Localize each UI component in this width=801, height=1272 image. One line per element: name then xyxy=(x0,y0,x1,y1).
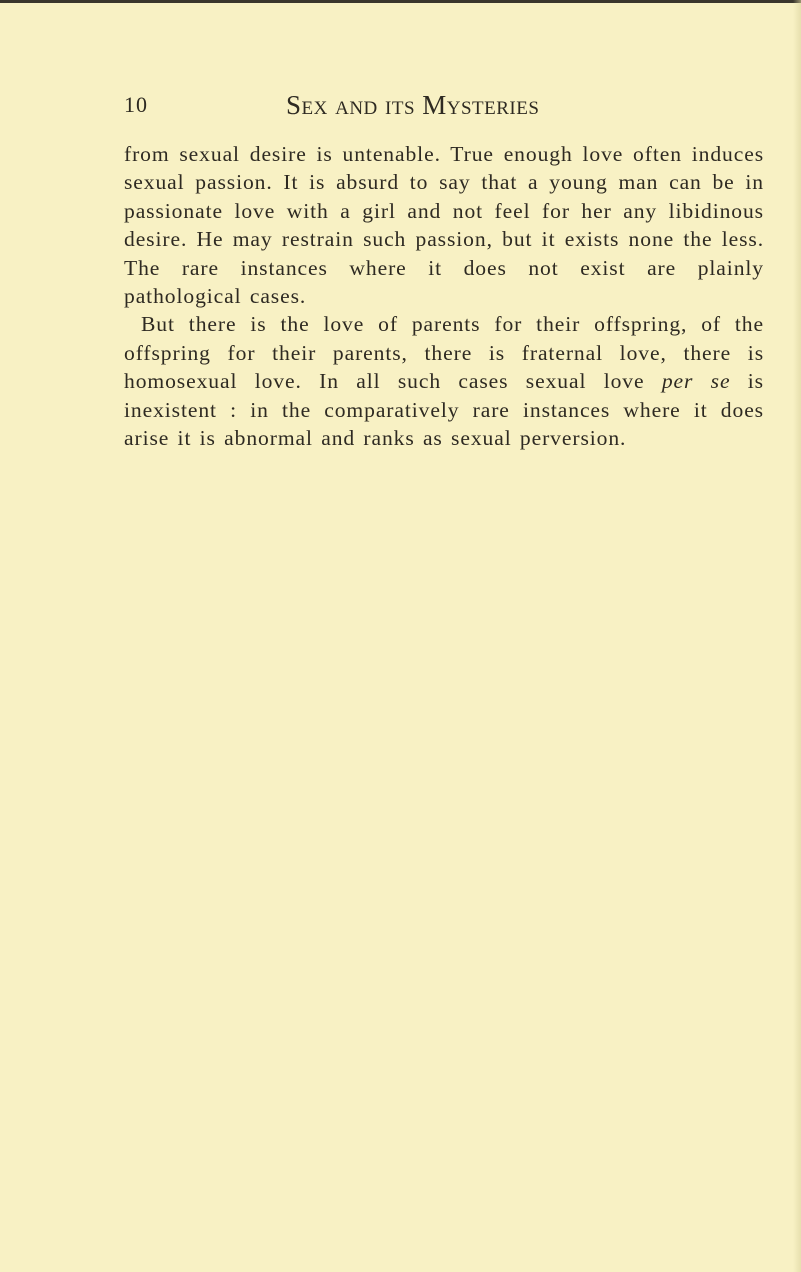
paragraph xyxy=(124,310,764,452)
body-text xyxy=(124,140,764,452)
italic-phrase: per se xyxy=(661,369,731,394)
page-edge-shadow xyxy=(793,0,801,1272)
running-title: Sex and its Mysteries xyxy=(286,90,540,120)
running-head xyxy=(124,90,764,124)
top-edge-rule xyxy=(0,0,801,3)
paragraph-continued: from sexual desire is untenable. True enough love often induces sexual passion. It is absurd to say that a young man can be in passionate love with a girl and not feel for her any libidinous desire. He may restrain such passion, but it exists none the less. The rare instances where it does not exist are plainly pathological cases. xyxy=(124,142,764,309)
page-number: 10 xyxy=(124,92,148,117)
paragraph-text-end: is inexistent : in the comparatively rare instances where it does arise it is abnormal and ranks as sexual perversion. xyxy=(124,369,764,451)
paragraph-text-start: But there is the love of parents for their offspring, of the offspring for their parents, there is fraternal love, there is homosexual love. In all such cases sexual love xyxy=(124,312,764,394)
